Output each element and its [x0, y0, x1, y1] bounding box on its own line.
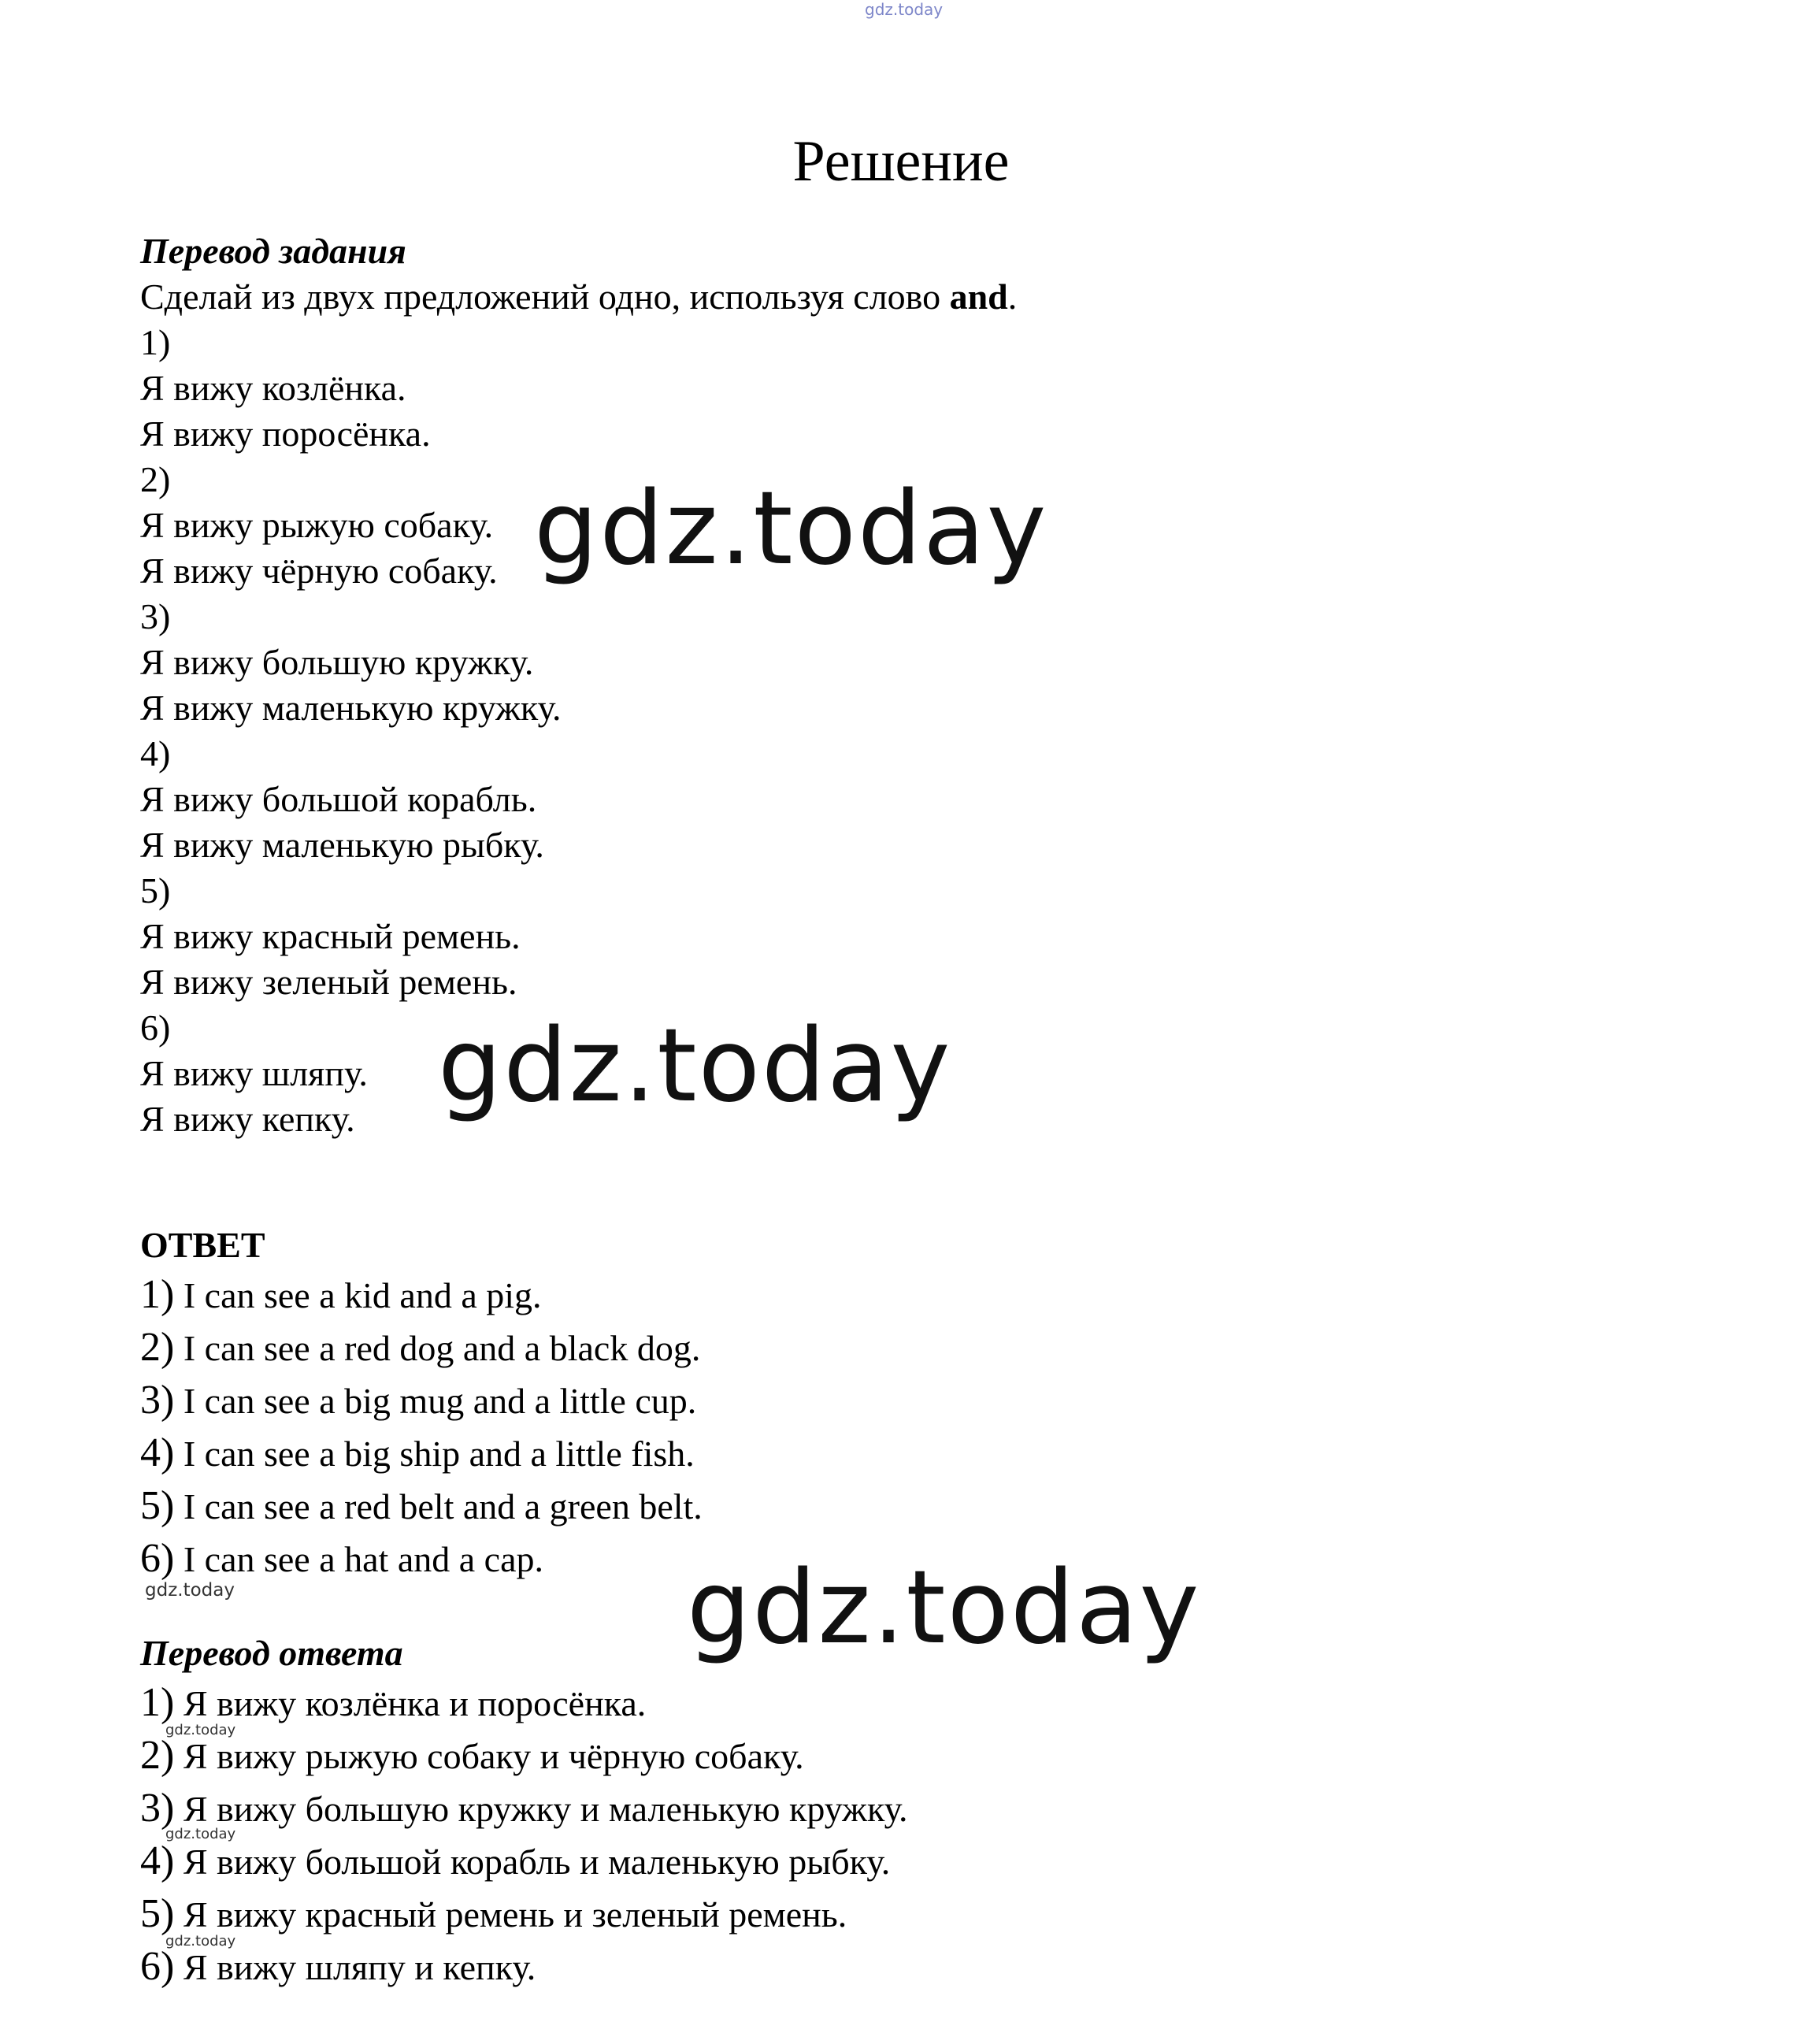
translation-text: Я вижу большую кружку и маленькую кружку. [174, 1789, 908, 1829]
translation-text: Я вижу шляпу и кепку. [174, 1947, 536, 1987]
translation-item [140, 1887, 908, 1940]
answer-number: 2) [140, 1325, 175, 1370]
translation-item [140, 1782, 908, 1834]
answer-text: I can see a red dog and a black dog. [174, 1328, 701, 1368]
task-item-number: 5) [140, 870, 171, 911]
answer-translation-heading: Перевод ответа [140, 1633, 403, 1673]
translation-number: 1) [140, 1680, 175, 1725]
answer-number: 1) [140, 1272, 175, 1317]
task-item-number: 6) [140, 1007, 171, 1048]
instruction-text: Сделай из двух предложений одно, используя слово [140, 276, 950, 317]
task-item-number: 4) [140, 733, 171, 773]
answer-text: I can see a kid and a pig. [174, 1275, 542, 1315]
watermark-small: gdz.today [165, 1826, 236, 1842]
translation-number: 6) [140, 1944, 175, 1989]
translation-text: Я вижу козлёнка и поросёнка. [174, 1683, 647, 1723]
translation-number: 3) [140, 1786, 175, 1831]
task-item-number: 2) [140, 459, 171, 499]
task-item-sentence: Я вижу шляпу. [140, 1053, 368, 1093]
translation-number: 2) [140, 1733, 175, 1778]
task-instruction [140, 274, 1017, 320]
page-title: Решение [792, 129, 1010, 194]
task-item-number: 3) [140, 596, 171, 636]
watermark-small: gdz.today [165, 1933, 236, 1949]
task-translation-heading: Перевод задания [140, 231, 406, 271]
task-item-sentence: Я вижу козлёнка. [140, 368, 406, 408]
answer-translation-section [140, 1630, 908, 1993]
task-item-sentence: Я вижу маленькую рыбку. [140, 825, 544, 865]
watermark-small: gdz.today [145, 1580, 235, 1601]
answer-item [140, 1532, 703, 1585]
task-item-number: 1) [140, 322, 171, 362]
translation-number: 5) [140, 1891, 175, 1936]
answer-number: 6) [140, 1536, 175, 1581]
translation-item [140, 1940, 908, 1993]
answer-item [140, 1426, 703, 1479]
translation-number: 4) [140, 1838, 175, 1883]
watermark-large: gdz.today [534, 470, 1048, 588]
watermark-large: gdz.today [438, 1007, 952, 1125]
translation-item [140, 1834, 908, 1887]
task-item-sentence: Я вижу зеленый ремень. [140, 962, 517, 1002]
answer-number: 3) [140, 1378, 175, 1423]
task-translation-section [140, 228, 1017, 1142]
instruction-suffix: . [1007, 276, 1018, 317]
task-item-sentence: Я вижу красный ремень. [140, 916, 521, 956]
translation-item [140, 1729, 908, 1782]
task-item-sentence: Я вижу кепку. [140, 1099, 355, 1139]
answer-section [140, 1222, 703, 1585]
answer-text: I can see a hat and a cap. [174, 1539, 543, 1579]
task-item-sentence: Я вижу чёрную собаку. [140, 551, 498, 591]
watermark-large: gdz.today [687, 1549, 1201, 1667]
watermark-top: gdz.today [865, 0, 944, 19]
answer-text: I can see a big mug and a little cup. [174, 1381, 697, 1421]
answer-text: I can see a big ship and a little fish. [174, 1434, 695, 1474]
task-item-sentence: Я вижу большую кружку. [140, 642, 534, 682]
answer-item [140, 1479, 703, 1532]
answer-text: I can see a red belt and a green belt. [174, 1486, 703, 1527]
translation-text: Я вижу рыжую собаку и чёрную собаку. [174, 1736, 804, 1776]
task-item-sentence: Я вижу рыжую собаку. [140, 505, 494, 545]
task-item-sentence: Я вижу маленькую кружку. [140, 688, 562, 728]
translation-item [140, 1676, 908, 1729]
translation-text: Я вижу большой корабль и маленькую рыбку. [174, 1842, 891, 1882]
answer-item [140, 1374, 703, 1426]
answer-number: 5) [140, 1483, 175, 1528]
translation-text: Я вижу красный ремень и зеленый ремень. [174, 1894, 847, 1935]
watermark-small: gdz.today [165, 1722, 236, 1738]
task-item-sentence: Я вижу поросёнка. [140, 414, 431, 454]
answer-number: 4) [140, 1430, 175, 1475]
task-item-sentence: Я вижу большой корабль. [140, 779, 537, 819]
instruction-keyword: and [949, 276, 1008, 317]
answer-item [140, 1321, 703, 1374]
answer-item [140, 1268, 703, 1321]
answer-heading: ОТВЕТ [140, 1225, 265, 1265]
